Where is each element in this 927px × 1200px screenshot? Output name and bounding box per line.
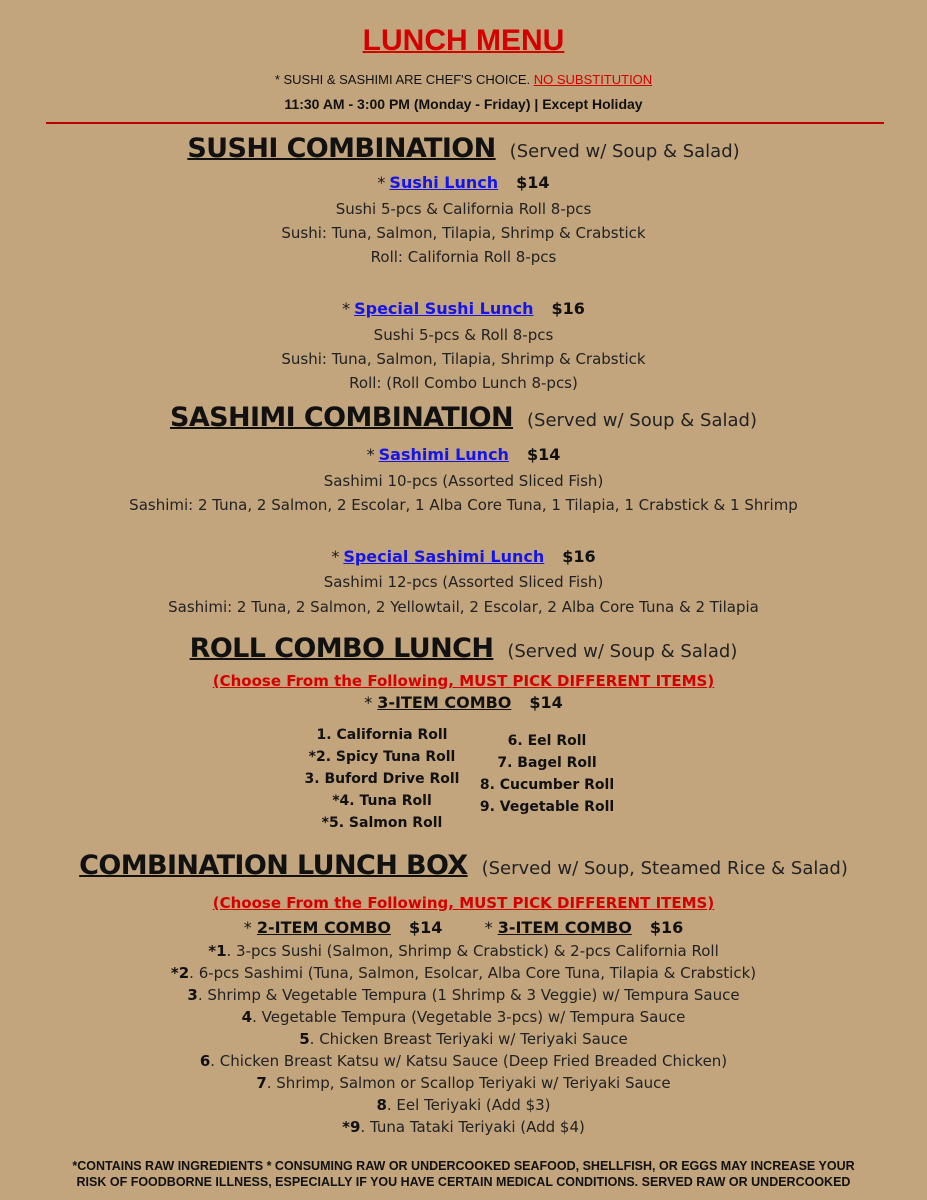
item-number: 6 <box>199 1052 211 1070</box>
raw-marker: * <box>364 693 373 712</box>
page-title: LUNCH MENU <box>362 24 565 57</box>
item-description: Sashimi 10-pcs (Assorted Sliced Fish) <box>323 472 604 490</box>
list-item <box>0 1074 927 1092</box>
item-text: . Vegetable Tempura (Vegetable 3-pcs) w/ Tempura Sauce <box>252 1008 686 1026</box>
list-item <box>0 964 927 982</box>
raw-marker: * <box>342 299 351 318</box>
sushi-lunch-link[interactable]: Sushi Lunch <box>389 173 499 192</box>
lunch-hours: 11:30 AM - 3:00 PM (Monday - Friday) | Except Holiday <box>284 96 643 112</box>
roll-list-left <box>300 724 464 834</box>
item-description: Sushi 5-pcs & Roll 8-pcs <box>373 326 554 344</box>
list-item <box>0 1008 927 1026</box>
list-item <box>0 1052 927 1070</box>
section-served-note: (Served w/ Soup & Salad) <box>509 141 740 162</box>
item-text: . Shrimp & Vegetable Tempura (1 Shrimp & 3 Veggie) w/ Tempura Sauce <box>197 986 740 1004</box>
section-title: SUSHI COMBINATION <box>187 133 496 164</box>
item-description: Sushi: Tuna, Salmon, Tilapia, Shrimp & Crabstick <box>281 350 646 368</box>
roll-list-right <box>472 730 622 818</box>
section-served-note: (Served w/ Soup & Salad) <box>507 641 738 662</box>
menu-item-sashimi-lunch <box>0 445 927 464</box>
combo-price: $14 <box>409 918 443 937</box>
special-sushi-lunch-link[interactable]: Special Sushi Lunch <box>354 299 534 318</box>
list-item: *2. Spicy Tuna Roll <box>308 749 456 765</box>
item-price: $16 <box>562 547 596 566</box>
raw-food-disclaimer <box>0 1158 927 1190</box>
item-number: 3 <box>187 986 198 1004</box>
item-number: 7 <box>256 1074 267 1092</box>
item-number: *2 <box>170 964 190 982</box>
raw-marker: * <box>377 173 386 192</box>
item-text: . Tuna Tataki Teriyaki (Add $4) <box>360 1118 585 1136</box>
no-substitution-note: NO SUBSTITUTION <box>533 72 653 87</box>
item-price: $14 <box>516 173 550 192</box>
chef-choice-note <box>0 72 927 87</box>
disclaimer-line: *CONTAINS RAW INGREDIENTS * CONSUMING RAW OR UNDERCOOKED SEAFOOD, SHELLFISH, OR EGGS MAY INCREASE YOUR <box>72 1159 855 1173</box>
menu-item-special-sashimi-lunch <box>0 547 927 566</box>
list-item <box>0 1096 927 1114</box>
item-number: *9 <box>342 1118 361 1136</box>
item-description: Sashimi: 2 Tuna, 2 Salmon, 2 Yellowtail, 2 Escolar, 2 Alba Core Tuna & 2 Tilapia <box>168 598 759 616</box>
menu-item-sushi-lunch <box>0 173 927 192</box>
menu-item-special-sushi-lunch <box>0 299 927 318</box>
raw-marker: * <box>366 445 375 464</box>
item-number: *1 <box>208 942 227 960</box>
section-title: ROLL COMBO LUNCH <box>189 633 494 664</box>
section-served-note: (Served w/ Soup, Steamed Rice & Salad) <box>481 858 848 879</box>
list-item: 9. Vegetable Roll <box>479 799 615 815</box>
item-description: Sashimi 12-pcs (Assorted Sliced Fish) <box>323 573 604 591</box>
item-text: . 6-pcs Sashimi (Tuna, Salmon, Esolcar, Alba Core Tuna, Tilapia & Crabstick) <box>189 964 757 982</box>
item-description: Sashimi: 2 Tuna, 2 Salmon, 2 Escolar, 1 Alba Core Tuna, 1 Tilapia, 1 Crabstick & 1 Shrimp <box>129 496 798 514</box>
item-text: . Shrimp, Salmon or Scallop Teriyaki w/ Teriyaki Sauce <box>266 1074 671 1092</box>
list-item <box>0 1030 927 1048</box>
combo-label: 2-ITEM COMBO <box>256 918 391 937</box>
item-description: Roll: California Roll 8-pcs <box>370 248 557 266</box>
sushi-combination-heading <box>0 133 927 164</box>
item-price: $14 <box>526 445 561 464</box>
header-divider <box>46 122 884 124</box>
list-item <box>0 942 927 960</box>
note-text: * SUSHI & SASHIMI ARE CHEF'S CHOICE. <box>274 72 534 87</box>
item-text: . Chicken Breast Katsu w/ Katsu Sauce (Deep Fried Breaded Chicken) <box>210 1052 728 1070</box>
section-title: COMBINATION LUNCH BOX <box>79 850 468 881</box>
item-number: 5 <box>299 1030 310 1048</box>
roll-3-item-combo <box>0 693 927 712</box>
list-item: 7. Bagel Roll <box>497 755 597 771</box>
item-number: 4 <box>241 1008 253 1026</box>
list-item <box>0 986 927 1004</box>
list-item: 1. California Roll <box>316 727 448 743</box>
item-text: . 3-pcs Sushi (Salmon, Shrimp & Crabstick) & 2-pcs California Roll <box>226 942 719 960</box>
list-item: 6. Eel Roll <box>507 733 587 749</box>
choose-instruction: (Choose From the Following, MUST PICK DIFFERENT ITEMS) <box>212 672 715 690</box>
sashimi-lunch-link[interactable]: Sashimi Lunch <box>378 445 509 464</box>
lunch-box-heading <box>0 850 927 881</box>
combo-price: $16 <box>649 918 684 937</box>
item-description: Sushi: Tuna, Salmon, Tilapia, Shrimp & Crabstick <box>281 224 646 242</box>
section-served-note: (Served w/ Soup & Salad) <box>527 410 757 431</box>
sashimi-combination-heading <box>0 402 927 433</box>
item-price: $16 <box>551 299 585 318</box>
item-text: . Chicken Breast Teriyaki w/ Teriyaki Sauce <box>309 1030 628 1048</box>
list-item: 3. Buford Drive Roll <box>304 771 460 787</box>
combo-price: $14 <box>529 693 563 712</box>
section-title: SASHIMI COMBINATION <box>169 402 513 433</box>
combo-label: 3-ITEM COMBO <box>497 918 632 937</box>
special-sashimi-lunch-link[interactable]: Special Sashimi Lunch <box>343 547 545 566</box>
list-item: 8. Cucumber Roll <box>479 777 615 793</box>
list-item: *4. Tuna Roll <box>332 793 432 809</box>
item-description: Roll: (Roll Combo Lunch 8-pcs) <box>349 374 578 392</box>
choose-instruction: (Choose From the Following, MUST PICK DIFFERENT ITEMS) <box>212 894 715 912</box>
box-combo-options <box>0 918 927 937</box>
disclaimer-line: RISK OF FOODBORNE ILLNESS, ESPECIALLY IF YOU HAVE CERTAIN MEDICAL CONDITIONS. SERVED RAW OR UNDERCOOKED <box>76 1175 851 1189</box>
roll-combo-heading <box>0 633 927 664</box>
combo-label: 3-ITEM COMBO <box>377 693 512 712</box>
item-number: 8 <box>376 1096 387 1114</box>
raw-marker: * <box>484 918 493 937</box>
item-text: . Eel Teriyaki (Add $3) <box>386 1096 551 1114</box>
raw-marker: * <box>331 547 340 566</box>
list-item <box>0 1118 927 1136</box>
item-description: Sushi 5-pcs & California Roll 8-pcs <box>335 200 592 218</box>
raw-marker: * <box>243 918 252 937</box>
list-item: *5. Salmon Roll <box>321 815 443 831</box>
